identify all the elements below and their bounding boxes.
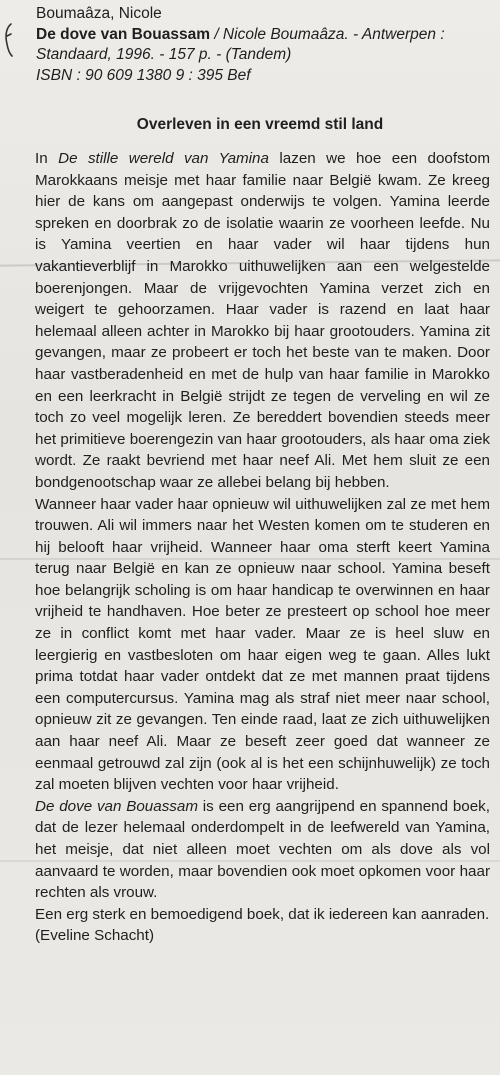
title-line [36, 25, 496, 46]
review-paragraph: Wanneer haar vader haar opnieuw wil uithuwelijken zal ze met hem trouwen. Ali wil immers naar het Westen komen om te studeren en hij belooft haar vrijheid. Wanneer haar oma sterft keert Yamina terug naar België en kan ze opnieuw naar school. Yamina beseft hoe belangrijk scholing is om haar handicap te overwinnen en haar vrijheid te handhaven. Hoe beter ze presteert op school hoe meer ze in conflict komt met haar vader. Maar ze is heel sluw en leergierig en vastbesloten om haar eigen weg te gaan. Alles lukt prima totdat haar vader ontdekt dat ze met mannen praat tijdens een computercursus. Yamina mag als straf niet meer naar school, opnieuw zit ze gevangen. Ten einde raad, laat ze zich uithuwelijken aan haar neef Ali. Maar ze beseft zeer goed dat wanneer ze eenmaal getrouwd zal zijn (ook al is het een schijnhuwelijk) ze toch zal moeten blijven vechten voor haar vrijheid. [35, 495, 490, 794]
book-reference: De stille wereld van Yamina [58, 150, 269, 167]
review-heading: Overleven in een vreemd stil land [136, 116, 384, 133]
isbn-line: ISBN : 90 609 1380 9 : 395 Bef [36, 66, 251, 84]
paragraph-text: In [35, 150, 59, 167]
bibliographic-entry [36, 4, 496, 86]
reviewer-signature: (Eveline Schacht) [35, 927, 155, 945]
publication-info: / Nicole Boumaâza. - Antwerpen : [210, 25, 445, 43]
review-paragraph [35, 148, 490, 494]
author-line: Boumaâza, Nicole [36, 5, 162, 22]
publisher-line: Standaard, 1996. - 157 p. - (Tandem) [36, 46, 292, 63]
paragraph-text: is een erg aangrijpend en spannend boek, dat de lezer helemaal onderdompelt in de leefwereld van Yamina, het meisje, dat niet alleen moet vechten om als dove als vol aanvaard te worden, maar bovendien ook moet opkomen voor haar rechten als vrouw. [35, 797, 490, 902]
review-paragraph: Een erg sterk en bemoedigend boek, dat ik iedereen kan aanraden. [35, 905, 490, 923]
review-body [35, 148, 490, 947]
book-reference: De dove van Bouassam [35, 797, 198, 815]
pen-mark-icon [2, 22, 16, 58]
book-title: De dove van Bouassam [36, 25, 211, 43]
paragraph-text: lazen we hoe een doofstom Marokkaans meisje met haar familie naar België kwam. Ze kreeg hier de kans om aangepast onderwijs te volgen. Yamina leerde spreken en doorbrak zo de isolatie waarin ze voorheen leefde. Nu is Yamina veertien en haar vader wil haar tijdens hun vakantieverblijf in Marokko uithuwelijken aan een welgestelde boerenjongen. Maar de vrijgevochten Yamina verzet zich en weigert te gehoorzamen. Haar vader is razend en laat haar helemaal alleen achter in Marokko bij haar grootouders. Yamina zit gevangen, maar ze probeert er toch het beste van te maken. Door haar vastberadenheid en met de hulp van haar familie in Marokko en een leerkracht in België strijdt ze tegen de verveling en wil ze toch zo veel mogelijk leren. Ze bereddert bovendien steeds meer het primitieve boerengezin van haar grootouders, als haar oma ziek wordt. Ze raakt bevriend met haar neef Ali. Met hem sluit ze een bondgenootschap waar ze allebei belang bij hebben. [35, 150, 491, 491]
review-paragraph [35, 796, 490, 904]
